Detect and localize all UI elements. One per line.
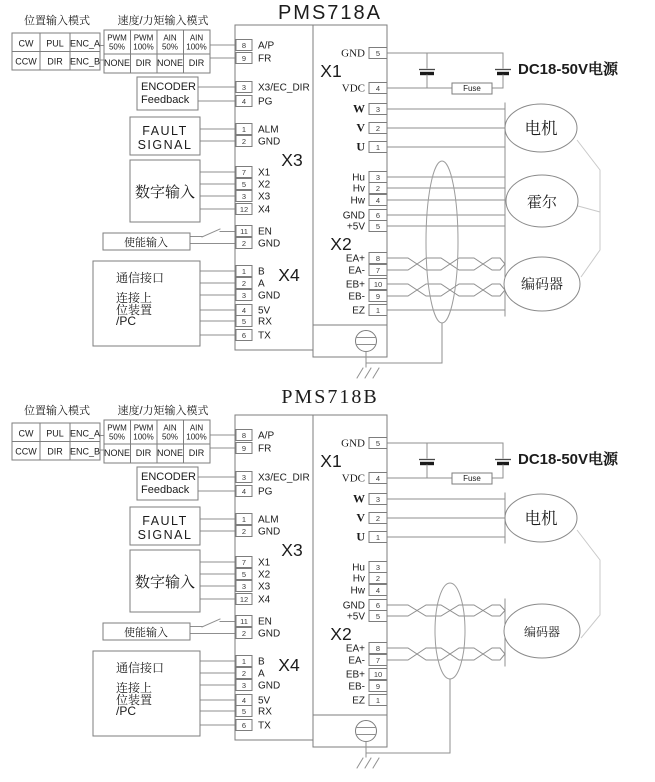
pin-number: 2 <box>241 629 247 638</box>
pin-label: X3/EC_DIR <box>258 82 310 94</box>
switch-contact <box>202 229 220 237</box>
table-cell: PWM <box>133 423 154 433</box>
pin-number: 7 <box>375 656 381 665</box>
pin-label: B <box>258 266 265 278</box>
cable-shield <box>435 583 465 679</box>
table-cell: DIR <box>47 446 63 457</box>
table-cell: DIR <box>135 58 152 68</box>
pin-label: GND <box>258 628 281 640</box>
pin-label: +5V <box>346 611 365 623</box>
table-cell: 50% <box>161 432 179 442</box>
pin-number: 2 <box>375 124 381 133</box>
block-label: 数字输入 <box>134 184 196 201</box>
block-label: 位装置 <box>116 693 153 707</box>
twisted-pair-wire <box>387 284 505 296</box>
pin-number: 5 <box>241 707 247 716</box>
twisted-pair-wire <box>387 258 505 270</box>
pin-number: 8 <box>375 644 381 653</box>
pin-label: EB- <box>348 291 365 303</box>
pin-number: 3 <box>241 681 247 690</box>
power-label: DC18-50V电源 <box>518 61 619 78</box>
pin-label: X1 <box>258 557 271 569</box>
speed-mode-title: 速度/力矩输入模式 <box>117 15 209 27</box>
pin-number: 6 <box>241 721 247 730</box>
pin-number: 3 <box>241 83 247 92</box>
table-cell: ENC_A <box>69 38 101 49</box>
pin-label: U <box>356 529 365 544</box>
pin-label: W <box>353 491 365 506</box>
pin-number: 8 <box>375 254 381 263</box>
table-cell: PUL <box>46 428 64 439</box>
pin-label: TX <box>258 720 271 732</box>
table-cell: DIR <box>188 448 205 458</box>
pin-label: FR <box>258 53 272 65</box>
table-cell: PUL <box>46 38 64 49</box>
pin-number: 6 <box>375 601 381 610</box>
twisted-pair-wire <box>387 605 505 616</box>
motor-assembly-bracket <box>578 206 600 212</box>
twisted-pair-wire <box>387 284 505 296</box>
pin-label: ALM <box>258 124 279 136</box>
table-cell: CCW <box>15 446 37 457</box>
pin-label: Hv <box>352 183 365 195</box>
table-cell: DIR <box>135 448 152 458</box>
table-cell: CCW <box>15 56 37 67</box>
pin-label: EZ <box>352 695 365 707</box>
pin-number: 4 <box>241 696 247 705</box>
ground-symbol <box>357 758 363 768</box>
pin-label: RX <box>258 706 272 718</box>
diagram-title: PMS718A <box>277 2 383 24</box>
diagram-title: PMS718B <box>281 386 379 408</box>
table-cell: NONE <box>156 448 184 458</box>
encoder-label: 编码器 <box>523 625 561 639</box>
block-label: 位装置 <box>116 303 153 317</box>
pin-number: 8 <box>241 431 247 440</box>
pin-number: 1 <box>241 515 247 524</box>
pin-label: FR <box>258 443 272 455</box>
block-label: /PC <box>116 314 137 328</box>
block-label: Feedback <box>141 94 190 106</box>
pin-label: X2 <box>258 179 271 191</box>
pin-number: 9 <box>241 444 247 453</box>
table-cell: ENC_B <box>69 446 101 457</box>
pin-label: EZ <box>352 305 365 317</box>
table-cell: ENC_A <box>69 428 101 439</box>
pin-number: 5 <box>375 612 381 621</box>
block-label: 通信接口 <box>116 661 165 675</box>
connector-label-x4: X4 <box>278 265 300 285</box>
pin-number: 1 <box>241 267 247 276</box>
pin-number: 2 <box>375 514 381 523</box>
pin-label: EA+ <box>345 643 365 655</box>
table-cell: 100% <box>133 432 154 442</box>
pin-label: GND <box>341 47 365 60</box>
pin-number: 3 <box>241 473 247 482</box>
table-cell: DIR <box>188 58 205 68</box>
connector-label-x2: X2 <box>330 624 352 644</box>
table-cell: NONE <box>103 448 131 458</box>
pin-label: X4 <box>258 204 271 216</box>
pin-label: Hw <box>350 585 365 597</box>
table-cell: 100% <box>186 42 207 52</box>
pin-number: 5 <box>375 439 381 448</box>
pin-number: 1 <box>375 533 381 542</box>
motor-label: 电机 <box>524 510 558 528</box>
pin-label: B <box>258 656 265 668</box>
pin-label: Hu <box>352 172 365 184</box>
earth-screw <box>356 331 377 352</box>
block-label: 连接上 <box>116 681 153 695</box>
pin-label: GND <box>258 526 281 538</box>
pin-label: GND <box>341 437 365 450</box>
block-label: SIGNAL <box>137 528 193 542</box>
pin-label: X3/EC_DIR <box>258 472 310 484</box>
table-cell: CW <box>18 428 34 439</box>
pin-number: 2 <box>241 669 247 678</box>
pin-number: 1 <box>241 657 247 666</box>
pin-label: +5V <box>346 221 365 233</box>
pin-number: 8 <box>241 41 247 50</box>
pin-label: EA- <box>348 265 365 277</box>
pin-number: 5 <box>241 317 247 326</box>
pin-label: GND <box>342 210 365 222</box>
pin-label: PG <box>258 486 273 498</box>
block-label: 连接上 <box>116 291 153 305</box>
pin-number: 6 <box>375 211 381 220</box>
pin-number: 1 <box>375 143 381 152</box>
ground-symbol <box>365 758 371 768</box>
pin-number: 2 <box>241 239 247 248</box>
pin-number: 4 <box>241 487 247 496</box>
motor-label: 电机 <box>524 120 558 138</box>
pin-label: GND <box>258 680 281 692</box>
speed-mode-title: 速度/力矩输入模式 <box>117 405 209 417</box>
pin-label: EB+ <box>345 669 365 681</box>
pin-number: 10 <box>373 670 383 679</box>
table-cell: PWM <box>107 423 127 433</box>
pin-number: 2 <box>241 527 247 536</box>
pin-number: 9 <box>375 292 381 301</box>
pin-number: 9 <box>375 682 381 691</box>
pin-label: Hw <box>350 195 365 207</box>
pin-number: 4 <box>241 306 247 315</box>
pin-number: 5 <box>375 222 381 231</box>
pin-label: EB- <box>348 681 365 693</box>
table-cell: AIN <box>189 423 204 433</box>
connector-label-x1: X1 <box>320 451 342 471</box>
table-cell: ENC_B <box>69 56 101 67</box>
pin-label: X4 <box>258 594 271 606</box>
pin-label: EB+ <box>345 279 365 291</box>
table-cell: 50% <box>108 432 126 442</box>
pin-label: GND <box>342 600 365 612</box>
table-cell: 100% <box>186 432 207 442</box>
pin-label: W <box>353 101 365 116</box>
twisted-pair-wire <box>387 648 505 660</box>
connector-label-x3: X3 <box>281 150 303 170</box>
pin-label: A <box>258 278 265 290</box>
pin-label: V <box>356 510 365 525</box>
pin-label: X3 <box>258 581 271 593</box>
table-cell: 50% <box>161 42 179 52</box>
ground-symbol <box>365 368 371 378</box>
pin-label: 5V <box>258 695 271 707</box>
pin-number: 1 <box>241 125 247 134</box>
pin-number: 5 <box>375 49 381 58</box>
pin-number: 2 <box>241 137 247 146</box>
pin-label: EA+ <box>345 253 365 265</box>
pin-number: 5 <box>241 180 247 189</box>
ground-symbol <box>357 368 363 378</box>
fuse-label: Fuse <box>463 474 481 483</box>
connector-label-x2: X2 <box>330 234 352 254</box>
block-label: SIGNAL <box>137 138 193 152</box>
pin-label: EN <box>258 226 272 238</box>
pin-label: V <box>356 120 365 135</box>
pin-label: VDC <box>341 472 365 485</box>
table-cell: 100% <box>133 42 154 52</box>
pin-number: 4 <box>375 474 381 483</box>
pin-number: 12 <box>239 205 249 214</box>
block-label: 数字输入 <box>134 574 196 591</box>
table-cell: AIN <box>163 423 177 433</box>
block-label: ENCODER <box>141 81 197 93</box>
pin-label: GND <box>258 238 281 250</box>
pin-number: 4 <box>375 586 381 595</box>
table-cell: AIN <box>163 33 177 43</box>
fuse-label: Fuse <box>463 84 481 93</box>
block-label: Feedback <box>141 484 190 496</box>
pin-label: VDC <box>341 82 365 95</box>
pin-number: 7 <box>241 168 247 177</box>
connector-label-x3: X3 <box>281 540 303 560</box>
pin-label: 5V <box>258 305 271 317</box>
pin-label: EA- <box>348 655 365 667</box>
cable-shield <box>426 161 458 323</box>
pin-number: 11 <box>240 227 248 236</box>
pin-label: GND <box>258 136 281 148</box>
pin-label: ALM <box>258 514 279 526</box>
pin-label: Hv <box>352 573 365 585</box>
pin-number: 10 <box>373 280 383 289</box>
pin-label: RX <box>258 316 272 328</box>
pin-number: 1 <box>375 696 381 705</box>
table-cell: NONE <box>156 58 184 68</box>
pin-number: 11 <box>240 617 248 626</box>
pin-number: 5 <box>241 570 247 579</box>
pin-label: Hu <box>352 562 365 574</box>
pin-number: 4 <box>375 84 381 93</box>
pin-label: A <box>258 668 265 680</box>
pin-number: 3 <box>375 495 381 504</box>
connector-label-x1: X1 <box>320 61 342 81</box>
encoder-label: 编码器 <box>521 276 563 292</box>
power-label: DC18-50V电源 <box>518 451 619 468</box>
pin-number: 2 <box>241 279 247 288</box>
table-cell: PWM <box>107 33 127 43</box>
position-mode-title: 位置输入模式 <box>24 15 90 27</box>
table-cell: 50% <box>108 42 126 52</box>
block-label: FAULT <box>142 124 188 138</box>
table-cell: CW <box>18 38 34 49</box>
earth-screw <box>356 721 377 742</box>
pin-label: X3 <box>258 191 271 203</box>
hall-label: 霍尔 <box>526 194 558 211</box>
pin-label: U <box>356 139 365 154</box>
pin-number: 3 <box>241 582 247 591</box>
table-cell: PWM <box>133 33 154 43</box>
block-label: 通信接口 <box>116 271 165 285</box>
position-mode-title: 位置输入模式 <box>24 405 90 417</box>
pin-number: 3 <box>241 291 247 300</box>
pin-number: 2 <box>375 184 381 193</box>
switch-contact <box>202 619 220 627</box>
pin-number: 6 <box>241 331 247 340</box>
pin-label: TX <box>258 330 271 342</box>
block-label: FAULT <box>142 514 188 528</box>
twisted-pair-wire <box>387 605 505 616</box>
ground-symbol <box>373 758 379 768</box>
connector-label-x4: X4 <box>278 655 300 675</box>
pin-number: 7 <box>241 558 247 567</box>
pin-number: 3 <box>375 563 381 572</box>
pin-label: PG <box>258 96 273 108</box>
motor-assembly-bracket <box>577 530 600 638</box>
pin-number: 3 <box>375 173 381 182</box>
table-cell: NONE <box>103 58 131 68</box>
block-label: /PC <box>116 704 137 718</box>
pin-label: A/P <box>258 40 275 52</box>
pin-label: X1 <box>258 167 271 179</box>
pin-label: A/P <box>258 430 275 442</box>
pin-number: 3 <box>241 192 247 201</box>
diagram-PMS718B <box>12 386 619 768</box>
block-label: 使能输入 <box>124 237 168 249</box>
pin-label: X2 <box>258 569 271 581</box>
pin-number: 9 <box>241 54 247 63</box>
pin-number: 2 <box>375 574 381 583</box>
pin-number: 4 <box>375 196 381 205</box>
diagram-PMS718A <box>12 2 619 378</box>
table-cell: AIN <box>189 33 204 43</box>
pin-number: 3 <box>375 105 381 114</box>
block-label: 使能输入 <box>124 627 168 639</box>
pin-number: 4 <box>241 97 247 106</box>
pin-label: EN <box>258 616 272 628</box>
twisted-pair-wire <box>387 258 505 270</box>
pin-number: 1 <box>375 306 381 315</box>
pin-number: 7 <box>375 266 381 275</box>
twisted-pair-wire <box>387 648 505 660</box>
block-label: ENCODER <box>141 471 197 483</box>
pin-label: GND <box>258 290 281 302</box>
table-cell: DIR <box>47 56 63 67</box>
pin-number: 12 <box>239 595 249 604</box>
ground-symbol <box>373 368 379 378</box>
